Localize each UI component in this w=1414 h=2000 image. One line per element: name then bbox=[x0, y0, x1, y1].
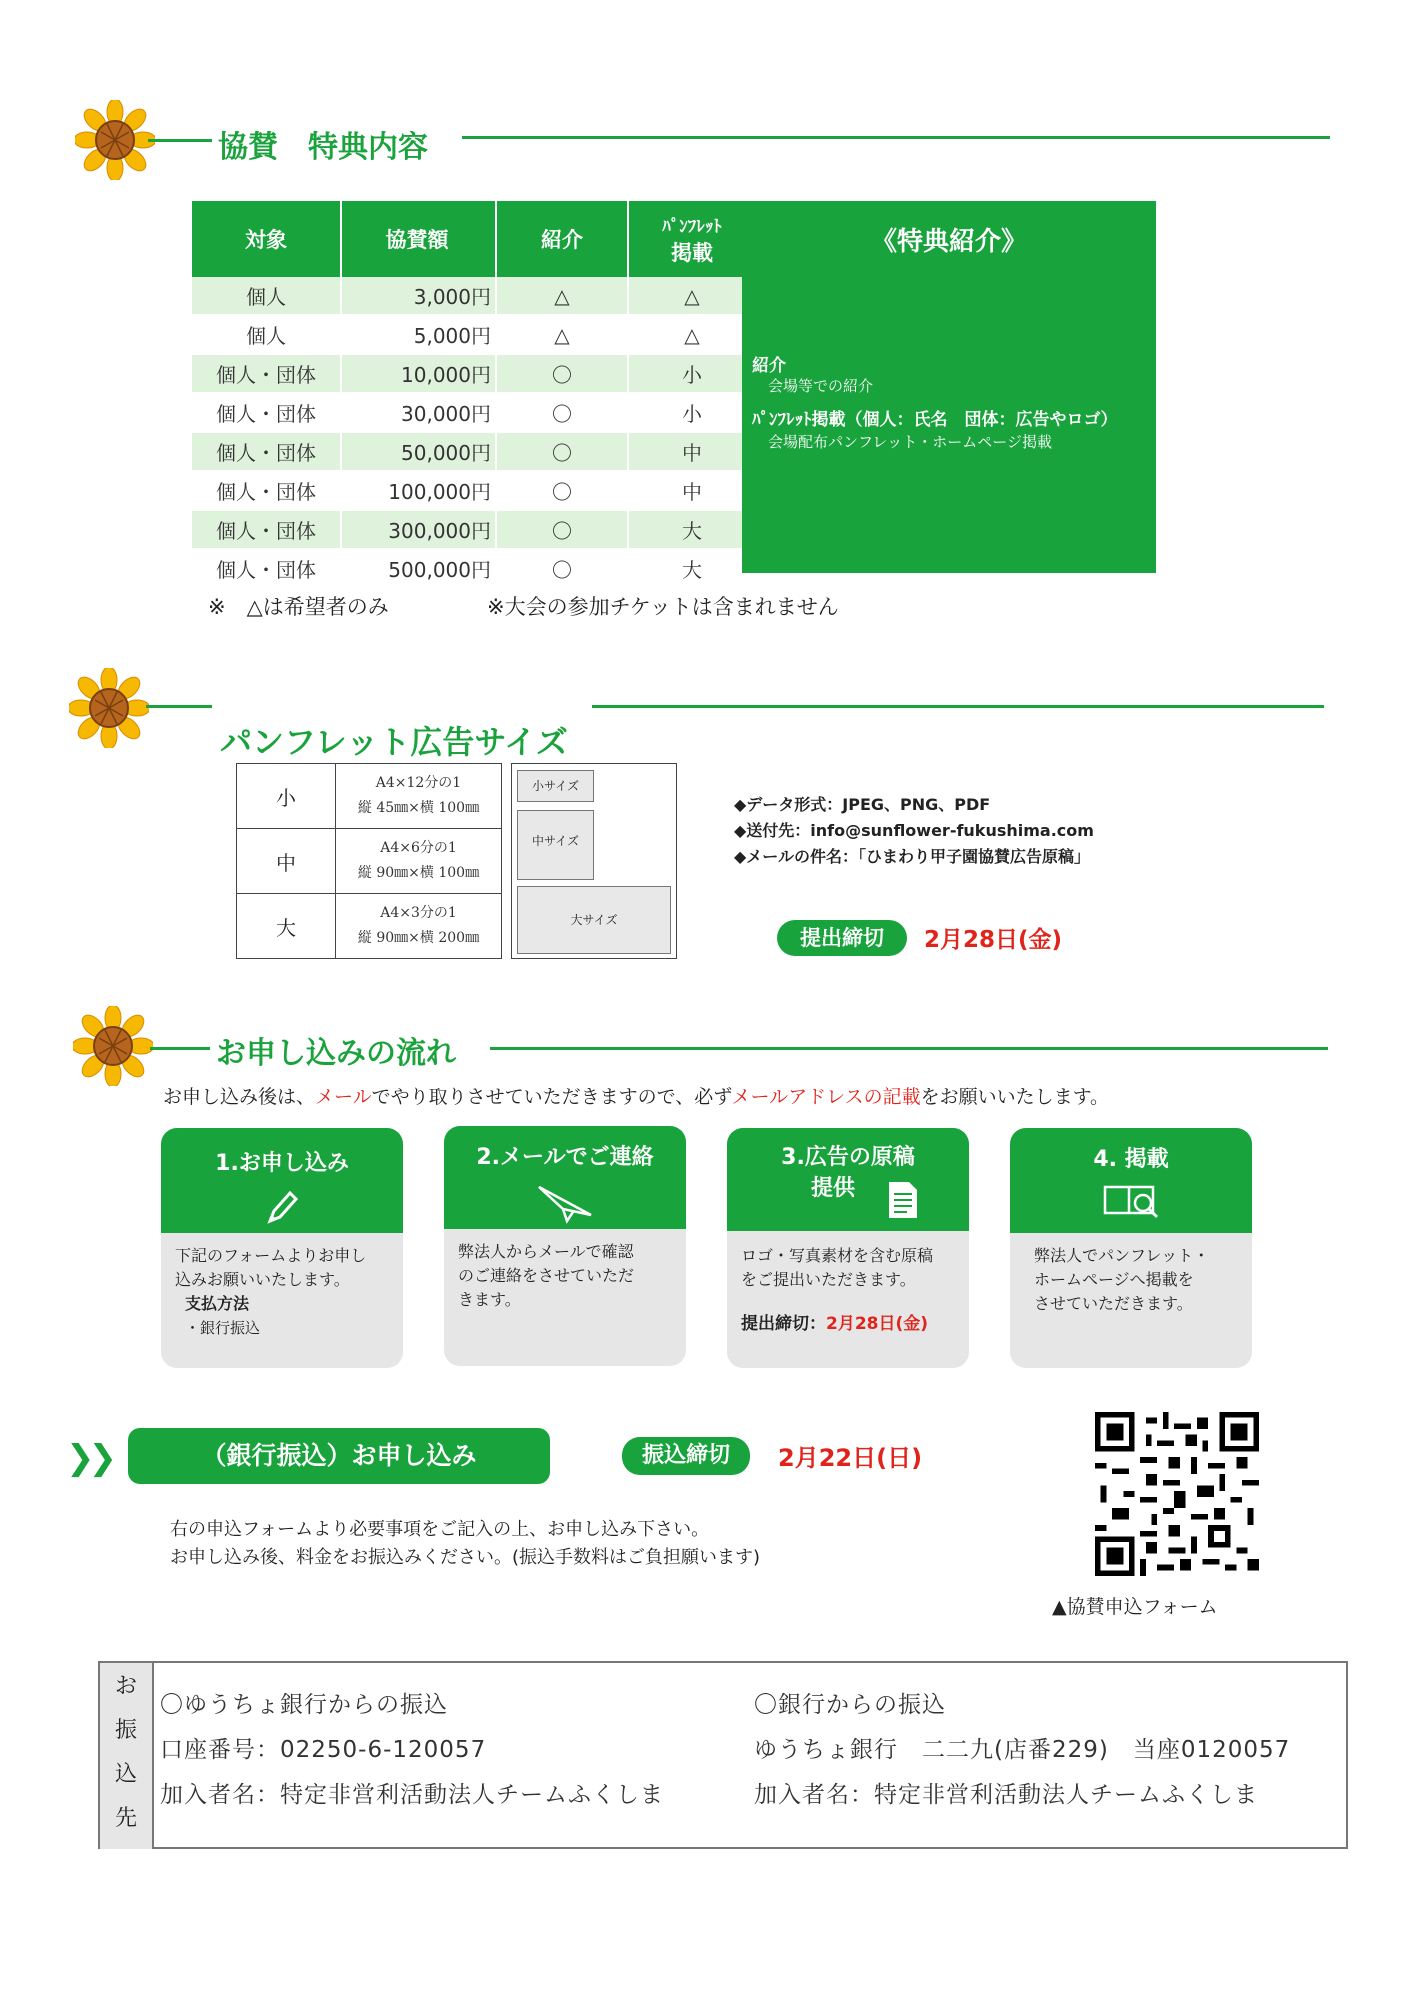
deadline-date: 2月28日(金) bbox=[924, 927, 1063, 953]
sponsor-table bbox=[192, 201, 757, 589]
table-row: 個人 3,000円 △ △ bbox=[192, 277, 756, 315]
table-row: 個人・団体 10,000円 〇 小 bbox=[192, 354, 756, 393]
transfer-box bbox=[98, 1661, 1348, 1849]
transfer-deadline-date: 2月22日(日) bbox=[778, 1444, 923, 1472]
flow-step-3: 3.広告の原稿 提供 ロゴ・写真素材を含む原稿 をご提出いただきます。 提出締切：2月28日(金) bbox=[727, 1128, 969, 1368]
table-header: 協賛額 bbox=[341, 201, 496, 277]
data-format: ◆データ形式：JPEG、PNG、PDF bbox=[734, 795, 991, 814]
bank-apply-instructions: 右の申込フォームより必要事項をご記入の上、お申し込み下さい。 お申し込み後、料金をお振込みください。(振込手数料はご負担願います) bbox=[170, 1519, 761, 1568]
qr-code[interactable] bbox=[1095, 1412, 1259, 1576]
size-box-medium: 中サイズ bbox=[517, 810, 594, 880]
table-row: 小 A4×12分の1 縦 45㎜×横 100㎜ bbox=[237, 764, 502, 829]
section-title-flow: お申し込みの流れ bbox=[216, 1036, 456, 1071]
flow-step-1: 1.お申し込み 下記のフォームよりお申し 込みお願いいたします。 支払方法 ・銀行振込 bbox=[161, 1128, 403, 1368]
transfer-side-label: お 振 込 先 bbox=[100, 1663, 154, 1849]
table-row: 中 A4×6分の1 縦 90㎜×横 100㎜ bbox=[237, 829, 502, 894]
table-row: 個人・団体 500,000円 〇 大 bbox=[192, 549, 756, 588]
paper-plane-icon bbox=[533, 1181, 597, 1225]
table-header: 紹介 bbox=[496, 201, 628, 277]
benefit-item-desc: 会場等での紹介 bbox=[768, 377, 874, 395]
table-row: 個人・団体 100,000円 〇 中 bbox=[192, 471, 756, 510]
send-to: ◆送付先：info@sunflower-fukushima.com bbox=[734, 821, 1094, 840]
table-header: ﾊﾟﾝﾌﾚｯﾄ 掲載 bbox=[628, 201, 756, 277]
transfer-deadline-badge: 振込締切 bbox=[622, 1437, 750, 1475]
qr-caption: ▲協賛申込フォーム bbox=[1052, 1596, 1218, 1618]
transfer-yucho: 〇ゆうちょ銀行からの振込 口座番号：02250-6-120057 加入者名：特定非営利活動法人チームふくしま bbox=[160, 1692, 664, 1808]
flow-step-2: 2.メールでご連絡 弊法人からメールで確認 のご連絡をさせていただ きます。 bbox=[444, 1126, 686, 1366]
table-row: 個人 5,000円 △ △ bbox=[192, 315, 756, 354]
sunflower-icon bbox=[73, 1006, 153, 1086]
table-row: 個人・団体 30,000円 〇 小 bbox=[192, 393, 756, 432]
table-row: 個人・団体 50,000円 〇 中 bbox=[192, 432, 756, 471]
chevron-double-right-icon: ❯❯ bbox=[66, 1438, 111, 1478]
table-row: 大 A4×3分の1 縦 90㎜×横 200㎜ bbox=[237, 894, 502, 959]
pamphlet-size-table bbox=[236, 763, 502, 959]
submission-info bbox=[734, 792, 1094, 870]
sunflower-icon bbox=[69, 668, 149, 748]
benefit-item-desc: 会場配布パンフレット・ホームページ掲載 bbox=[768, 433, 1052, 451]
flow-step-4: 4. 掲載 弊法人でパンフレット・ ホームページへ掲載を させていただきます。 bbox=[1010, 1128, 1252, 1368]
table-header: 対象 bbox=[192, 201, 341, 277]
size-box-small: 小サイズ bbox=[517, 770, 594, 802]
benefit-item-title: 紹介 bbox=[752, 356, 786, 376]
mail-subject: ◆メールの件名：「ひまわり甲子園協賛広告原稿」 bbox=[734, 847, 1090, 866]
document-icon bbox=[881, 1178, 921, 1222]
transfer-other-bank: 〇銀行からの振込 ゆうちょ銀行 二二九(店番229) 当座0120057 加入者名：特定非営利活動法人チームふくしま bbox=[754, 1692, 1291, 1808]
section-title-pamphlet: パンフレット広告サイズ bbox=[220, 723, 568, 761]
benefit-item-title: ﾊﾟﾝﾌﾚｯﾄ掲載（個人：氏名 団体：広告やロゴ） bbox=[752, 410, 1118, 430]
benefit-title: 《特典紹介》 bbox=[870, 227, 1027, 257]
pen-icon bbox=[262, 1187, 302, 1227]
table-note: ※大会の参加チケットは含まれません bbox=[487, 595, 839, 619]
table-note: ※ △は希望者のみ bbox=[208, 595, 389, 619]
size-diagram bbox=[511, 763, 677, 959]
flow-intro: お申し込み後は、メールでやり取りさせていただきますので、必ずメールアドレスの記載をお願いいたします。 bbox=[163, 1086, 1110, 1108]
deadline-badge: 提出締切 bbox=[777, 920, 907, 956]
table-row: 個人・団体 300,000円 〇 大 bbox=[192, 510, 756, 549]
bank-apply-title: （銀行振込）お申し込み bbox=[128, 1428, 550, 1484]
sunflower-icon bbox=[75, 100, 155, 180]
book-search-icon bbox=[1101, 1179, 1161, 1221]
benefit-box bbox=[742, 201, 1156, 573]
size-box-large: 大サイズ bbox=[517, 886, 671, 954]
section-title-benefits: 協賛 特典内容 bbox=[218, 130, 428, 165]
